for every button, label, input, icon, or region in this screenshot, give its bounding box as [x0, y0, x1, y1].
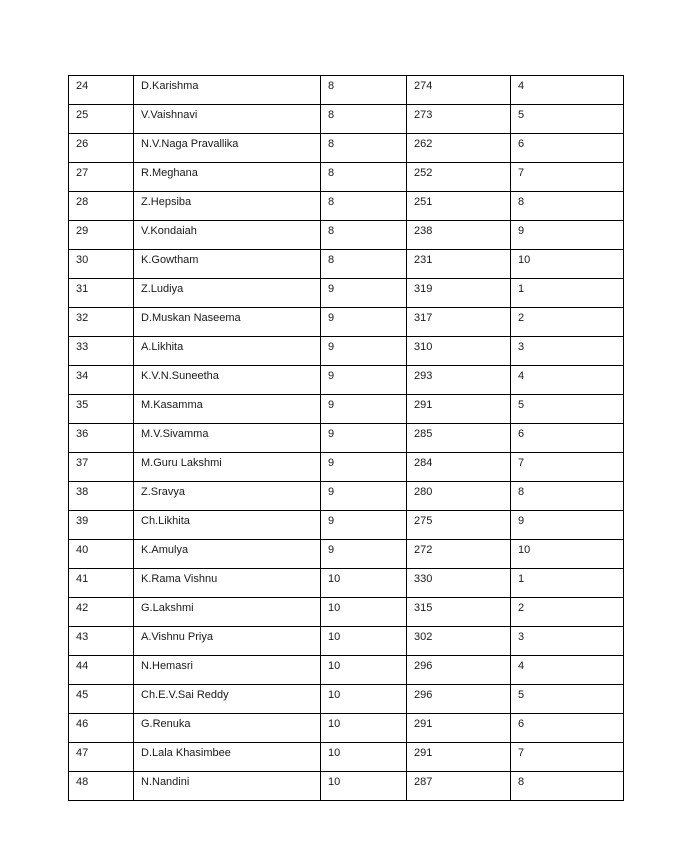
name-cell: M.Guru Lakshmi [134, 453, 321, 482]
table-row [69, 453, 624, 482]
marks-cell: 296 [407, 656, 511, 685]
name-cell: N.Hemasri [134, 656, 321, 685]
serial-cell: 47 [69, 743, 134, 772]
marks-cell: 262 [407, 134, 511, 163]
name-cell: K.Rama Vishnu [134, 569, 321, 598]
class-cell: 8 [321, 134, 407, 163]
name-cell: Z.Hepsiba [134, 192, 321, 221]
name-cell: V.Kondaiah [134, 221, 321, 250]
serial-cell: 43 [69, 627, 134, 656]
serial-cell: 38 [69, 482, 134, 511]
table-row [69, 511, 624, 540]
marks-cell: 280 [407, 482, 511, 511]
table-row [69, 714, 624, 743]
marks-cell: 319 [407, 279, 511, 308]
marks-cell: 291 [407, 714, 511, 743]
rank-cell: 4 [511, 76, 624, 105]
table-row [69, 424, 624, 453]
serial-cell: 24 [69, 76, 134, 105]
marks-cell: 296 [407, 685, 511, 714]
table-row [69, 656, 624, 685]
table-row [69, 76, 624, 105]
serial-cell: 31 [69, 279, 134, 308]
marks-cell: 251 [407, 192, 511, 221]
table-row [69, 221, 624, 250]
rank-cell: 7 [511, 453, 624, 482]
table-row [69, 569, 624, 598]
name-cell: D.Lala Khasimbee [134, 743, 321, 772]
marks-cell: 238 [407, 221, 511, 250]
class-cell: 10 [321, 656, 407, 685]
rank-cell: 4 [511, 366, 624, 395]
class-cell: 8 [321, 76, 407, 105]
table-row [69, 134, 624, 163]
table-body [69, 76, 624, 801]
rank-cell: 1 [511, 569, 624, 598]
table-row [69, 105, 624, 134]
name-cell: A.Likhita [134, 337, 321, 366]
marks-cell: 275 [407, 511, 511, 540]
name-cell: M.V.Sivamma [134, 424, 321, 453]
serial-cell: 32 [69, 308, 134, 337]
name-cell: R.Meghana [134, 163, 321, 192]
rank-cell: 7 [511, 743, 624, 772]
serial-cell: 27 [69, 163, 134, 192]
class-cell: 8 [321, 221, 407, 250]
class-cell: 10 [321, 569, 407, 598]
rank-cell: 3 [511, 627, 624, 656]
class-cell: 9 [321, 366, 407, 395]
rank-cell: 10 [511, 540, 624, 569]
marks-cell: 252 [407, 163, 511, 192]
marks-cell: 293 [407, 366, 511, 395]
class-cell: 8 [321, 192, 407, 221]
serial-cell: 25 [69, 105, 134, 134]
name-cell: K.Gowtham [134, 250, 321, 279]
marks-cell: 274 [407, 76, 511, 105]
marks-cell: 284 [407, 453, 511, 482]
table-row [69, 743, 624, 772]
table-row [69, 337, 624, 366]
table-row [69, 366, 624, 395]
table-row [69, 482, 624, 511]
class-cell: 10 [321, 714, 407, 743]
class-cell: 9 [321, 511, 407, 540]
name-cell: G.Lakshmi [134, 598, 321, 627]
name-cell: Ch.E.V.Sai Reddy [134, 685, 321, 714]
name-cell: K.V.N.Suneetha [134, 366, 321, 395]
serial-cell: 40 [69, 540, 134, 569]
name-cell: N.V.Naga Pravallika [134, 134, 321, 163]
marks-cell: 330 [407, 569, 511, 598]
name-cell: D.Karishma [134, 76, 321, 105]
name-cell: A.Vishnu Priya [134, 627, 321, 656]
class-cell: 9 [321, 395, 407, 424]
rank-cell: 3 [511, 337, 624, 366]
serial-cell: 29 [69, 221, 134, 250]
rank-cell: 9 [511, 221, 624, 250]
serial-cell: 46 [69, 714, 134, 743]
table-row [69, 395, 624, 424]
marks-cell: 287 [407, 772, 511, 801]
class-cell: 8 [321, 105, 407, 134]
serial-cell: 26 [69, 134, 134, 163]
class-cell: 8 [321, 250, 407, 279]
serial-cell: 41 [69, 569, 134, 598]
name-cell: D.Muskan Naseema [134, 308, 321, 337]
class-cell: 10 [321, 627, 407, 656]
serial-cell: 33 [69, 337, 134, 366]
class-cell: 10 [321, 685, 407, 714]
class-cell: 9 [321, 424, 407, 453]
rank-cell: 5 [511, 395, 624, 424]
name-cell: N.Nandini [134, 772, 321, 801]
marks-cell: 273 [407, 105, 511, 134]
table-row [69, 685, 624, 714]
marks-cell: 285 [407, 424, 511, 453]
rank-cell: 7 [511, 163, 624, 192]
serial-cell: 48 [69, 772, 134, 801]
class-cell: 9 [321, 540, 407, 569]
serial-cell: 35 [69, 395, 134, 424]
marks-cell: 310 [407, 337, 511, 366]
marks-cell: 291 [407, 743, 511, 772]
class-cell: 8 [321, 163, 407, 192]
class-cell: 10 [321, 772, 407, 801]
rank-cell: 6 [511, 714, 624, 743]
class-cell: 9 [321, 453, 407, 482]
table-row [69, 192, 624, 221]
marks-cell: 291 [407, 395, 511, 424]
rank-cell: 8 [511, 192, 624, 221]
table-row [69, 540, 624, 569]
marks-cell: 231 [407, 250, 511, 279]
serial-cell: 30 [69, 250, 134, 279]
class-cell: 9 [321, 482, 407, 511]
serial-cell: 44 [69, 656, 134, 685]
marks-cell: 302 [407, 627, 511, 656]
table-row [69, 308, 624, 337]
table-row [69, 250, 624, 279]
class-cell: 9 [321, 279, 407, 308]
rank-cell: 6 [511, 134, 624, 163]
serial-cell: 39 [69, 511, 134, 540]
rank-cell: 2 [511, 598, 624, 627]
name-cell: K.Amulya [134, 540, 321, 569]
table-row [69, 627, 624, 656]
name-cell: Z.Ludiya [134, 279, 321, 308]
rank-cell: 10 [511, 250, 624, 279]
student-marks-table [68, 75, 624, 801]
table-row [69, 163, 624, 192]
rank-cell: 4 [511, 656, 624, 685]
serial-cell: 34 [69, 366, 134, 395]
rank-cell: 9 [511, 511, 624, 540]
class-cell: 9 [321, 337, 407, 366]
marks-cell: 315 [407, 598, 511, 627]
serial-cell: 36 [69, 424, 134, 453]
serial-cell: 42 [69, 598, 134, 627]
rank-cell: 8 [511, 482, 624, 511]
rank-cell: 5 [511, 685, 624, 714]
class-cell: 10 [321, 598, 407, 627]
class-cell: 9 [321, 308, 407, 337]
marks-cell: 317 [407, 308, 511, 337]
table-row [69, 598, 624, 627]
table-row [69, 279, 624, 308]
rank-cell: 6 [511, 424, 624, 453]
serial-cell: 28 [69, 192, 134, 221]
serial-cell: 45 [69, 685, 134, 714]
marks-cell: 272 [407, 540, 511, 569]
rank-cell: 8 [511, 772, 624, 801]
name-cell: Ch.Likhita [134, 511, 321, 540]
name-cell: G.Renuka [134, 714, 321, 743]
rank-cell: 5 [511, 105, 624, 134]
class-cell: 10 [321, 743, 407, 772]
rank-cell: 2 [511, 308, 624, 337]
serial-cell: 37 [69, 453, 134, 482]
table-row [69, 772, 624, 801]
name-cell: Z.Sravya [134, 482, 321, 511]
name-cell: M.Kasamma [134, 395, 321, 424]
name-cell: V.Vaishnavi [134, 105, 321, 134]
rank-cell: 1 [511, 279, 624, 308]
